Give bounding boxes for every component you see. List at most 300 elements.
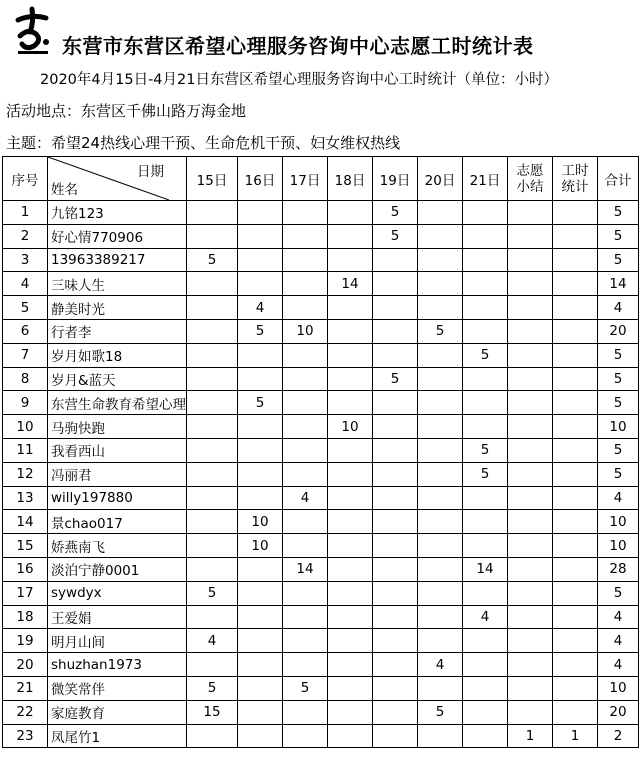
cell-day-hours [373, 415, 418, 439]
cell-name: 岁月如歌18 [48, 343, 187, 367]
cell-day-hours [328, 700, 373, 724]
cell-day-hours [373, 534, 418, 558]
cell-work-hours [553, 557, 598, 581]
cell-name: sywdyx [48, 581, 187, 605]
header-day-20: 20日 [418, 157, 463, 201]
header-date: 日期 [137, 164, 164, 180]
cell-day-hours [238, 700, 283, 724]
cell-day-hours [283, 438, 328, 462]
cell-day-hours [187, 367, 238, 391]
cell-day-hours [187, 653, 238, 677]
table-header-row [3, 157, 639, 201]
cell-day-hours [328, 510, 373, 534]
cell-day-hours [418, 510, 463, 534]
cell-day-hours: 10 [238, 534, 283, 558]
cell-day-hours [373, 486, 418, 510]
cell-work-hours [553, 343, 598, 367]
cell-total: 4 [598, 296, 639, 320]
cell-total: 4 [598, 605, 639, 629]
cell-name: 娇燕南飞 [48, 534, 187, 558]
cell-day-hours [418, 367, 463, 391]
cell-seq: 15 [3, 534, 48, 558]
table-row [3, 629, 639, 653]
cell-day-hours [328, 367, 373, 391]
cell-total: 10 [598, 510, 639, 534]
cell-seq: 11 [3, 438, 48, 462]
table-row [3, 391, 639, 415]
cell-day-hours [418, 201, 463, 225]
cell-seq: 20 [3, 653, 48, 677]
table-row [3, 486, 639, 510]
cell-day-hours [418, 581, 463, 605]
cell-day-hours [283, 296, 328, 320]
cell-total: 4 [598, 629, 639, 653]
organization-logo [12, 6, 56, 56]
cell-day-hours [283, 224, 328, 248]
cell-day-hours [328, 319, 373, 343]
cell-total: 2 [598, 724, 639, 748]
cell-day-hours [373, 319, 418, 343]
cell-day-hours [283, 201, 328, 225]
cell-day-hours [463, 391, 508, 415]
cell-total: 10 [598, 534, 639, 558]
cell-total: 5 [598, 248, 639, 272]
table-row [3, 415, 639, 439]
table-row [3, 557, 639, 581]
cell-day-hours: 4 [463, 605, 508, 629]
cell-work-hours [553, 438, 598, 462]
cell-day-hours [328, 605, 373, 629]
cell-day-hours [187, 224, 238, 248]
cell-day-hours [283, 653, 328, 677]
cell-day-hours [283, 367, 328, 391]
header-name: 姓名 [51, 182, 78, 198]
header-day-15: 15日 [187, 157, 238, 201]
cell-day-hours [418, 391, 463, 415]
cell-day-hours [418, 224, 463, 248]
cell-day-hours [418, 272, 463, 296]
cell-day-hours [418, 724, 463, 748]
cell-day-hours [187, 534, 238, 558]
cell-seq: 10 [3, 415, 48, 439]
cell-day-hours [463, 700, 508, 724]
cell-day-hours [373, 438, 418, 462]
cell-day-hours [238, 581, 283, 605]
cell-day-hours [187, 510, 238, 534]
cell-seq: 12 [3, 462, 48, 486]
cell-day-hours [373, 700, 418, 724]
cell-day-hours: 5 [463, 462, 508, 486]
cell-day-hours [373, 676, 418, 700]
cell-name: 九铭123 [48, 201, 187, 225]
cell-day-hours [238, 557, 283, 581]
table-row [3, 605, 639, 629]
cell-work-hours [553, 296, 598, 320]
cell-name: shuzhan1973 [48, 653, 187, 677]
cell-seq: 2 [3, 224, 48, 248]
cell-day-hours [373, 605, 418, 629]
cell-day-hours [328, 581, 373, 605]
cell-day-hours [283, 605, 328, 629]
cell-day-hours [328, 653, 373, 677]
cell-day-hours: 5 [187, 248, 238, 272]
cell-volunteer-summary [508, 201, 553, 225]
cell-day-hours [238, 248, 283, 272]
cell-day-hours: 5 [283, 676, 328, 700]
cell-day-hours [418, 486, 463, 510]
header-day-16: 16日 [238, 157, 283, 201]
cell-day-hours [187, 343, 238, 367]
cell-day-hours: 5 [463, 343, 508, 367]
table-row [3, 296, 639, 320]
cell-work-hours [553, 248, 598, 272]
header-day-21: 21日 [463, 157, 508, 201]
cell-day-hours: 5 [418, 700, 463, 724]
cell-day-hours [238, 676, 283, 700]
cell-volunteer-summary [508, 272, 553, 296]
cell-name: 我看西山 [48, 438, 187, 462]
cell-day-hours [463, 653, 508, 677]
cell-seq: 3 [3, 248, 48, 272]
cell-seq: 17 [3, 581, 48, 605]
cell-day-hours [187, 486, 238, 510]
cell-volunteer-summary [508, 224, 553, 248]
cell-day-hours [283, 629, 328, 653]
header-work-line1: 工时 [561, 162, 589, 179]
cell-day-hours [238, 629, 283, 653]
cell-day-hours [283, 248, 328, 272]
cell-total: 10 [598, 676, 639, 700]
cell-day-hours [418, 605, 463, 629]
cell-day-hours [238, 272, 283, 296]
cell-day-hours [187, 391, 238, 415]
cell-volunteer-summary [508, 391, 553, 415]
cell-work-hours [553, 534, 598, 558]
cell-day-hours [328, 248, 373, 272]
cell-day-hours [328, 201, 373, 225]
cell-name: 家庭教育 [48, 700, 187, 724]
cell-volunteer-summary [508, 319, 553, 343]
cell-day-hours [418, 343, 463, 367]
cell-seq: 5 [3, 296, 48, 320]
cell-day-hours [418, 629, 463, 653]
cell-day-hours [238, 724, 283, 748]
cell-day-hours [187, 272, 238, 296]
cell-day-hours [328, 462, 373, 486]
activity-topic: 主题：希望24热线心理干预、生命危机干预、妇女维权热线 [6, 134, 401, 152]
cell-day-hours [463, 510, 508, 534]
table-row [3, 272, 639, 296]
cell-day-hours [418, 438, 463, 462]
cell-volunteer-summary [508, 438, 553, 462]
cell-work-hours [553, 486, 598, 510]
cell-day-hours [187, 557, 238, 581]
cell-day-hours [328, 391, 373, 415]
cell-day-hours [463, 581, 508, 605]
cell-total: 5 [598, 367, 639, 391]
cell-seq: 6 [3, 319, 48, 343]
cell-day-hours [463, 224, 508, 248]
cell-day-hours [238, 462, 283, 486]
cell-day-hours [238, 653, 283, 677]
cell-total: 4 [598, 653, 639, 677]
cell-day-hours [283, 534, 328, 558]
table-row [3, 700, 639, 724]
cell-day-hours [463, 534, 508, 558]
cell-seq: 8 [3, 367, 48, 391]
cell-day-hours [328, 557, 373, 581]
table-row [3, 343, 639, 367]
page-title: 东营市东营区希望心理服务咨询中心志愿工时统计表 [62, 34, 534, 58]
cell-day-hours: 5 [373, 224, 418, 248]
cell-day-hours [328, 296, 373, 320]
cell-name: 马驹快跑 [48, 415, 187, 439]
cell-day-hours [418, 534, 463, 558]
cell-name: 淡泊宁静0001 [48, 557, 187, 581]
cell-volunteer-summary [508, 248, 553, 272]
cell-day-hours [328, 438, 373, 462]
cell-day-hours: 14 [328, 272, 373, 296]
table-row [3, 438, 639, 462]
cell-day-hours [238, 438, 283, 462]
cell-total: 20 [598, 319, 639, 343]
cell-day-hours [328, 343, 373, 367]
cell-total: 5 [598, 581, 639, 605]
cell-total: 10 [598, 415, 639, 439]
cell-day-hours [373, 248, 418, 272]
cell-work-hours [553, 367, 598, 391]
cell-total: 14 [598, 272, 639, 296]
cell-work-hours [553, 415, 598, 439]
cell-day-hours: 10 [328, 415, 373, 439]
cell-day-hours: 4 [238, 296, 283, 320]
cell-day-hours [418, 415, 463, 439]
cell-day-hours [463, 724, 508, 748]
cell-day-hours [238, 415, 283, 439]
cell-day-hours [283, 415, 328, 439]
cell-seq: 7 [3, 343, 48, 367]
cell-day-hours: 4 [187, 629, 238, 653]
cell-day-hours: 4 [283, 486, 328, 510]
header-total: 合计 [598, 157, 639, 201]
cell-day-hours [187, 201, 238, 225]
cell-day-hours [418, 248, 463, 272]
cell-day-hours: 5 [373, 201, 418, 225]
cell-volunteer-summary: 1 [508, 724, 553, 748]
cell-day-hours [283, 343, 328, 367]
table-row [3, 724, 639, 748]
cell-day-hours: 5 [418, 319, 463, 343]
cell-day-hours [238, 605, 283, 629]
cell-day-hours [187, 319, 238, 343]
cell-total: 5 [598, 224, 639, 248]
cell-name: 行者李 [48, 319, 187, 343]
header-work-line2: 统计 [561, 178, 589, 195]
cell-day-hours [328, 534, 373, 558]
cell-seq: 1 [3, 201, 48, 225]
cell-volunteer-summary [508, 415, 553, 439]
cell-day-hours [463, 248, 508, 272]
cell-name: 冯丽君 [48, 462, 187, 486]
cell-seq: 18 [3, 605, 48, 629]
cell-day-hours [463, 272, 508, 296]
cell-day-hours [373, 653, 418, 677]
cell-day-hours: 4 [418, 653, 463, 677]
table-row [3, 462, 639, 486]
cell-day-hours [187, 724, 238, 748]
cell-day-hours: 5 [238, 319, 283, 343]
header-day-18: 18日 [328, 157, 373, 201]
cell-volunteer-summary [508, 296, 553, 320]
cell-day-hours [328, 629, 373, 653]
activity-location: 活动地点：东营区千佛山路万海金地 [6, 102, 247, 120]
page-subtitle: 2020年4月15日-4月21日东营区希望心理服务咨询中心工时统计（单位：小时） [40, 72, 558, 88]
cell-day-hours [463, 676, 508, 700]
cell-volunteer-summary [508, 534, 553, 558]
cell-work-hours [553, 605, 598, 629]
cell-name: 景chao017 [48, 510, 187, 534]
cell-name: 王爱娟 [48, 605, 187, 629]
header-vol-line1: 志愿 [516, 162, 544, 179]
cell-work-hours [553, 272, 598, 296]
header-date-name [48, 157, 187, 201]
table-row [3, 224, 639, 248]
cell-seq: 4 [3, 272, 48, 296]
cell-seq: 21 [3, 676, 48, 700]
cell-name: 岁月&蓝天 [48, 367, 187, 391]
cell-day-hours [373, 510, 418, 534]
cell-name: 好心情770906 [48, 224, 187, 248]
cell-volunteer-summary [508, 557, 553, 581]
cell-day-hours: 5 [373, 367, 418, 391]
cell-work-hours [553, 510, 598, 534]
cell-day-hours [283, 510, 328, 534]
cell-day-hours [187, 415, 238, 439]
cell-total: 5 [598, 438, 639, 462]
cell-day-hours [238, 486, 283, 510]
cell-work-hours [553, 629, 598, 653]
cell-day-hours [373, 462, 418, 486]
table-row [3, 581, 639, 605]
cell-name: 13963389217 [48, 248, 187, 272]
cell-day-hours [238, 224, 283, 248]
cell-work-hours [553, 676, 598, 700]
cell-day-hours [418, 462, 463, 486]
cell-name: willy197880 [48, 486, 187, 510]
cell-day-hours [373, 629, 418, 653]
cell-seq: 16 [3, 557, 48, 581]
cell-volunteer-summary [508, 653, 553, 677]
cell-seq: 22 [3, 700, 48, 724]
cell-name: 三味人生 [48, 272, 187, 296]
table-row [3, 653, 639, 677]
cell-day-hours [283, 272, 328, 296]
table-row [3, 510, 639, 534]
cell-day-hours [238, 343, 283, 367]
cell-volunteer-summary [508, 343, 553, 367]
cell-day-hours: 14 [463, 557, 508, 581]
cell-name: 明月山间 [48, 629, 187, 653]
cell-name: 静美时光 [48, 296, 187, 320]
cell-name: 东营生命教育希望心理 [48, 391, 187, 415]
cell-day-hours: 5 [463, 438, 508, 462]
table-row [3, 248, 639, 272]
cell-day-hours: 5 [187, 581, 238, 605]
cell-day-hours [373, 724, 418, 748]
cell-total: 4 [598, 486, 639, 510]
cell-day-hours [187, 438, 238, 462]
cell-day-hours [328, 724, 373, 748]
cell-volunteer-summary [508, 462, 553, 486]
table-row [3, 367, 639, 391]
cell-day-hours [187, 605, 238, 629]
cell-day-hours [187, 296, 238, 320]
cell-volunteer-summary [508, 676, 553, 700]
cell-volunteer-summary [508, 700, 553, 724]
cell-volunteer-summary [508, 486, 553, 510]
cell-volunteer-summary [508, 367, 553, 391]
header-seq: 序号 [3, 157, 48, 201]
cell-day-hours [328, 486, 373, 510]
cell-volunteer-summary [508, 581, 553, 605]
cell-day-hours [418, 557, 463, 581]
cell-work-hours [553, 581, 598, 605]
cell-work-hours [553, 653, 598, 677]
cell-day-hours: 5 [187, 676, 238, 700]
table-row [3, 534, 639, 558]
cell-day-hours [463, 201, 508, 225]
table-row [3, 201, 639, 225]
cell-volunteer-summary [508, 510, 553, 534]
cell-volunteer-summary [508, 605, 553, 629]
cell-day-hours: 10 [283, 319, 328, 343]
cell-total: 5 [598, 201, 639, 225]
cell-day-hours [418, 676, 463, 700]
cell-day-hours: 5 [238, 391, 283, 415]
cell-day-hours: 10 [238, 510, 283, 534]
table-row [3, 676, 639, 700]
cell-seq: 23 [3, 724, 48, 748]
cell-day-hours: 14 [283, 557, 328, 581]
cell-work-hours [553, 201, 598, 225]
cell-day-hours [373, 557, 418, 581]
cell-name: 微笑常伴 [48, 676, 187, 700]
cell-work-hours [553, 700, 598, 724]
cell-day-hours [373, 391, 418, 415]
cell-day-hours [373, 581, 418, 605]
header-volunteer-summary [508, 157, 553, 201]
cell-day-hours [328, 676, 373, 700]
cell-seq: 14 [3, 510, 48, 534]
cell-total: 28 [598, 557, 639, 581]
cell-seq: 9 [3, 391, 48, 415]
cell-day-hours [373, 272, 418, 296]
cell-day-hours [238, 367, 283, 391]
cell-total: 5 [598, 343, 639, 367]
header-work-hours [553, 157, 598, 201]
cell-day-hours [238, 201, 283, 225]
table-row [3, 319, 639, 343]
cell-day-hours [283, 391, 328, 415]
cell-seq: 19 [3, 629, 48, 653]
volunteer-hours-table [2, 156, 639, 748]
cell-day-hours [187, 462, 238, 486]
cell-day-hours [463, 367, 508, 391]
cell-day-hours [328, 224, 373, 248]
cell-seq: 13 [3, 486, 48, 510]
header-day-17: 17日 [283, 157, 328, 201]
cell-day-hours: 15 [187, 700, 238, 724]
